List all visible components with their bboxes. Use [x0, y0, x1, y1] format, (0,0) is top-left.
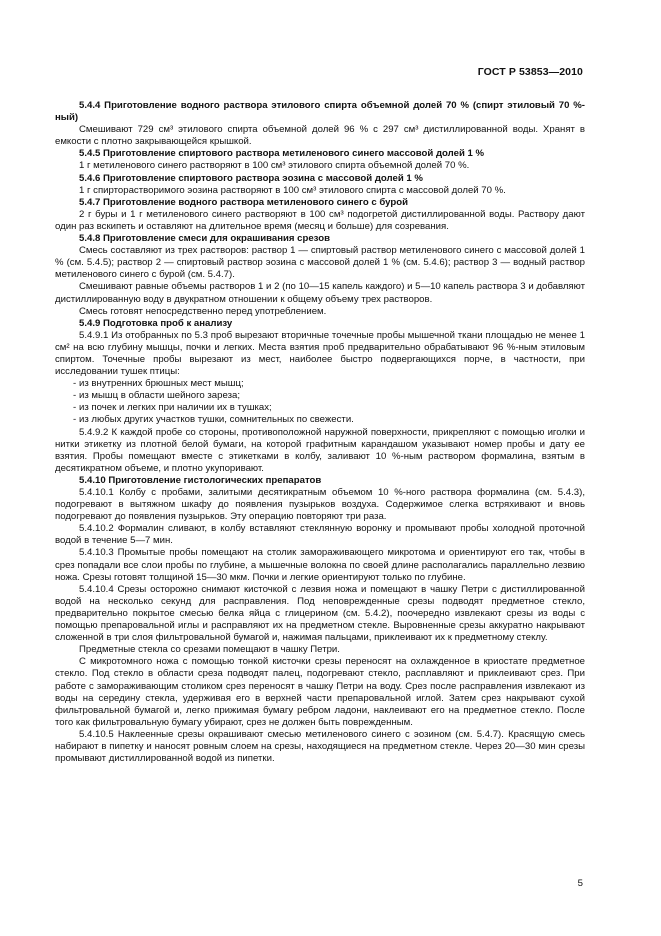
- paragraph: Смешивают 729 см³ этилового спирта объемной долей 96 % с 297 см³ дистиллированной воды. Хранят в емкости с плотно закрывающейся крышкой.: [55, 124, 585, 148]
- paragraph: 5.4.10.4 Срезы осторожно снимают кисточкой с лезвия ножа и помещают в чашку Петри с дистиллированной водой на несколько секунд для расправления. Под неповрежденные срезы подводят предметное стекло, предварительно покрытое смесью белка яйца с глицерином (см. 5.4.2), поочередно извлекают срезы из воды с помощью препаровальной иглы и расправляют их на предметном стекле. Выровненные срезы аккуратно накрывают сложенной в три слоя фильтровальной бумагой и, нажимая пальцами, приклеивают их к предметному стеклу.: [55, 583, 585, 644]
- section-heading: 5.4.8 Приготовление смеси для окрашивания срезов: [79, 233, 330, 245]
- paragraph: Смесь готовят непосредственно перед употреблением.: [79, 305, 327, 317]
- paragraph: Предметные стекла со срезами помещают в чашку Петри.: [79, 644, 340, 656]
- paragraph: С микротомного ножа с помощью тонкой кисточки срезы переносят на охлажденное в криостате предметное стекло. Под стекло в области среза подводят палец, подогревают стекло, расплавляют и приклеивают срез. При работе с замораживающим столиком срез переносят в чашку Петри на воду. Срез после расправления извлекают из воды на середину стекла, удерживая его в верхней части препаровальной иглой. Затем срез накрывают сухой фильтровальной бумагой и, легко прижимая бумагу ребром ладони, наклеивают его на предметное стекло. После того как фильтровальную бумагу убирают, срез не должен быть поврежденным.: [55, 656, 585, 728]
- list-item: - из почек и легких при наличии их в тушках;: [55, 402, 585, 414]
- section-heading: 5.4.10 Приготовление гистологических препаратов: [79, 474, 322, 486]
- page-number: 5: [577, 878, 583, 889]
- document-body: [55, 100, 585, 765]
- paragraph: 5.4.9.2 К каждой пробе со стороны, противоположной наружной поверхности, прикрепляют с помощью иголки и нитки этикетку из плотной белой бумаги, на которой графитным карандашом указывают номер пробы и дату ее взятия. Пробы помещают вместе с этикетками в колбу, заливают 10 %-ным раствором формалина, взятым в десятикратном объеме, и плотно укупоривают.: [55, 426, 585, 474]
- paragraph: 5.4.10.3 Промытые пробы помещают на столик замораживающего микротома и ориентируют его так, чтобы в срез попадали все слои пробы по глубине, а мышечные волокна по своей длине располагались параллельно лезвию ножа. Срезы готовят толщиной 15—30 мкм. Почки и легкие ориентируют только по глубине.: [55, 547, 585, 583]
- section-heading: 5.4.9 Подготовка проб к анализу: [79, 317, 233, 329]
- dash-list: [55, 378, 585, 426]
- list-item: - из мышц в области шейного зареза;: [55, 390, 585, 402]
- paragraph: 5.4.10.1 Колбу с пробами, залитыми десятикратным объемом 10 %-ного раствора формалина (см. 5.4.3), подогревают в вытяжном шкафу до появления пузырьков воздуха. Содержимое слегка встряхивают и вновь подогревают до появления пузырьков. Эту операцию повторяют три раза.: [55, 487, 585, 523]
- paragraph: 2 г буры и 1 г метиленового синего растворяют в 100 см³ подогретой дистиллированной воды. Раствору дают один раз вскипеть и оставляют на длительное время (месяц и больше) для созревания.: [55, 208, 585, 232]
- document-header: ГОСТ Р 53853—2010: [477, 66, 583, 78]
- paragraph: 5.4.10.5 Наклеенные срезы окрашивают смесью метиленового синего с эозином (см. 5.4.7). Красящую смесь набирают в пипетку и наносят ровным слоем на срезы, находящиеся на предметном стекле. Через 20—30 мин срезы промывают дистиллированной водой из пипетки.: [55, 728, 585, 765]
- list-item: - из любых других участков тушки, сомнительных по свежести.: [55, 414, 585, 426]
- paragraph: 5.4.9.1 Из отобранных по 5.3 проб вырезают вторичные точечные пробы мышечной ткани площадью не менее 1 см² на всю глубину мышцы, почки и легких. Места взятия проб предварительно обрабатывают 96 %-ным этиловым спиртом. Точечные пробы вырезают из мест, наиболее быстро подвергающихся порче, в частности, при исследовании тушек птицы:: [55, 329, 585, 378]
- section-heading: 5.4.6 Приготовление спиртового раствора эозина с массовой долей 1 %: [79, 172, 423, 184]
- paragraph: Смесь составляют из трех растворов: раствор 1 — спиртовый раствор метиленового синего с массовой долей 1 % (см. 5.4.5); раствор 2 — спиртовый раствор эозина с массовой долей 1 % (см. 5.4.6); раствор 3 — водный раствор метиленового синего с бурой (см. 5.4.7).: [55, 245, 585, 281]
- section-heading: 5.4.4 Приготовление водного раствора этилового спирта объемной долей 70 % (спирт этиловый 70 %-ный): [55, 100, 585, 124]
- list-item: - из внутренних брюшных мест мышц;: [55, 378, 585, 390]
- paragraph: Смешивают равные объемы растворов 1 и 2 (по 10—15 капель каждого) и 5—10 капель раствора 3 и добавляют дистиллированную воду в двукратном отношении к общему объему трех растворов.: [55, 281, 585, 305]
- section-heading: 5.4.7 Приготовление водного раствора метиленового синего с бурой: [79, 196, 408, 208]
- section-heading: 5.4.5 Приготовление спиртового раствора метиленового синего массовой долей 1 %: [79, 148, 485, 160]
- paragraph: 5.4.10.2 Формалин сливают, в колбу вставляют стеклянную воронку и промывают пробы холодной проточной водой в течение 5—7 мин.: [55, 523, 585, 547]
- paragraph: 1 г метиленового синего растворяют в 100 см³ этилового спирта объемной долей 70 %.: [79, 160, 470, 172]
- paragraph: 1 г спирторастворимого эозина растворяют в 100 см³ этилового спирта с массовой долей 70 %.: [79, 184, 506, 196]
